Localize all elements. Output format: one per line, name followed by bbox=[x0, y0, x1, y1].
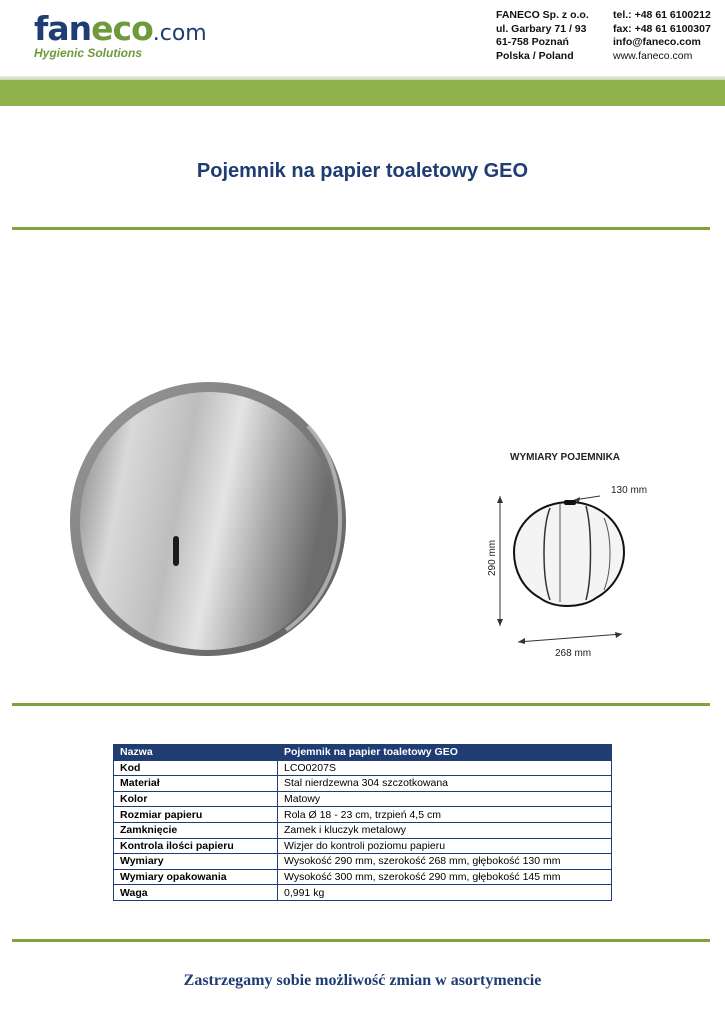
address-line: 61-758 Poznań bbox=[496, 36, 569, 48]
table-header-row bbox=[114, 745, 612, 761]
spec-value: Wysokość 300 mm, szerokość 290 mm, głębokość 145 mm bbox=[278, 869, 612, 885]
spec-key: Materiał bbox=[114, 776, 278, 792]
spec-key: Zamknięcie bbox=[114, 822, 278, 838]
spec-key: Kolor bbox=[114, 791, 278, 807]
dimensions-diagram bbox=[478, 448, 648, 663]
address-line: FANECO Sp. z o.o. bbox=[496, 9, 589, 21]
dispenser-outline bbox=[514, 502, 624, 606]
spec-value: Wizjer do kontroli poziomu papieru bbox=[278, 838, 612, 854]
contact-website[interactable]: www.faneco.com bbox=[613, 49, 693, 62]
spec-key: Rozmiar papieru bbox=[114, 807, 278, 823]
table-row bbox=[114, 822, 612, 838]
logo-text-fan: fan bbox=[34, 9, 92, 48]
table-row bbox=[114, 885, 612, 901]
table-row bbox=[114, 791, 612, 807]
company-address bbox=[496, 9, 589, 63]
spec-value: Stal nierdzewna 304 szczotkowana bbox=[278, 776, 612, 792]
spec-value: 0,991 kg bbox=[278, 885, 612, 901]
specifications-table bbox=[113, 744, 612, 901]
faneco-logo bbox=[34, 9, 207, 62]
contact-tel: tel.: +48 61 6100212 bbox=[613, 9, 711, 21]
spec-key: Waga bbox=[114, 885, 278, 901]
spec-key: Wymiary opakowania bbox=[114, 869, 278, 885]
dispenser-front bbox=[80, 392, 336, 650]
contact-fax: fax: +48 61 6100307 bbox=[613, 22, 711, 35]
spec-key: Kod bbox=[114, 760, 278, 776]
address-line: Polska / Poland bbox=[496, 49, 574, 62]
spec-value: Rola Ø 18 - 23 cm, trzpień 4,5 cm bbox=[278, 807, 612, 823]
table-header-value: Pojemnik na papier toaletowy GEO bbox=[278, 745, 612, 761]
divider-top bbox=[12, 227, 710, 230]
footer-disclaimer: Zastrzegamy sobie możliwość zmian w asortymencie bbox=[183, 972, 542, 989]
table-row bbox=[114, 776, 612, 792]
dimension-depth-label: 130 mm bbox=[611, 485, 648, 496]
logo-text-eco: eco bbox=[91, 9, 153, 48]
table-row bbox=[114, 854, 612, 870]
header-green-band bbox=[0, 80, 725, 106]
paper-level-window bbox=[173, 536, 179, 566]
dimensions-title: WYMIARY POJEMNIKA bbox=[510, 452, 621, 463]
logo-tagline: Hygienic Solutions bbox=[34, 46, 143, 60]
company-contact bbox=[613, 9, 711, 63]
logo-text-com: .com bbox=[152, 21, 207, 46]
spec-key: Kontrola ilości papieru bbox=[114, 838, 278, 854]
divider-bottom bbox=[12, 939, 710, 942]
spec-key: Wymiary bbox=[114, 854, 278, 870]
dimension-width-label: 268 mm bbox=[555, 648, 592, 659]
table-row bbox=[114, 760, 612, 776]
page-title: Pojemnik na papier toaletowy GEO bbox=[196, 160, 529, 182]
spec-value: Wysokość 290 mm, szerokość 268 mm, głębokość 130 mm bbox=[278, 854, 612, 870]
divider-middle bbox=[12, 703, 710, 706]
spec-value: Zamek i kluczyk metalowy bbox=[278, 822, 612, 838]
table-header-key: Nazwa bbox=[114, 745, 278, 761]
dimension-height-label: 290 mm bbox=[487, 539, 498, 576]
address-line: ul. Garbary 71 / 93 bbox=[496, 22, 587, 35]
spec-value: LCO0207S bbox=[278, 760, 612, 776]
table-row bbox=[114, 838, 612, 854]
product-image-dispenser bbox=[68, 378, 348, 660]
spec-value: Matowy bbox=[278, 791, 612, 807]
contact-email[interactable]: info@faneco.com bbox=[613, 36, 701, 48]
table-row bbox=[114, 807, 612, 823]
table-row bbox=[114, 869, 612, 885]
